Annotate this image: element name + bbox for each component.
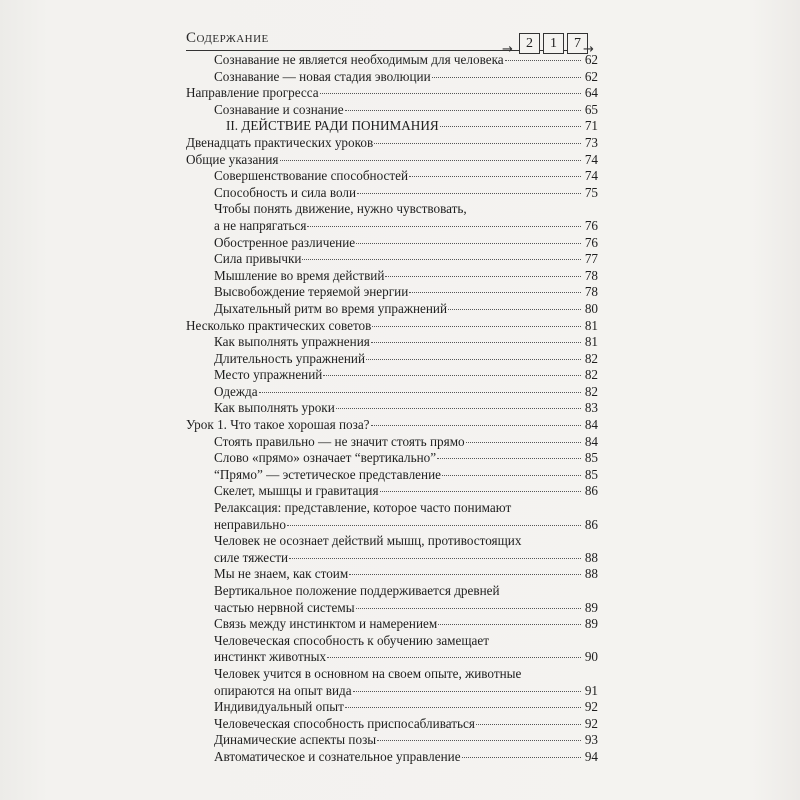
toc-entry-page: 71 xyxy=(584,118,598,134)
dot-leader xyxy=(345,110,581,111)
toc-entry-page: 86 xyxy=(584,516,598,532)
toc-entry-title: Сила привычки xyxy=(214,251,302,267)
toc-entry-page: 83 xyxy=(584,400,598,416)
toc-entry-page: 64 xyxy=(584,85,598,101)
toc-entry xyxy=(186,367,598,384)
dot-leader xyxy=(438,624,581,625)
toc-entry-page: 65 xyxy=(584,101,598,117)
dot-leader xyxy=(377,740,581,741)
toc-entry xyxy=(186,135,598,152)
arrow-right-icon: → xyxy=(583,42,594,57)
toc-entry-title: Индивидуальный опыт xyxy=(214,699,344,715)
toc-entry-title: Место упражнений xyxy=(214,367,323,383)
dot-leader xyxy=(448,309,581,310)
toc-entry-page: 91 xyxy=(584,682,598,698)
toc-entry-title: Обостренное различение xyxy=(214,234,356,250)
toc-entry xyxy=(186,749,598,766)
toc-entry-title: а не напрягаться xyxy=(214,217,307,233)
toc-entry-title: II. ДЕЙСТВИЕ РАДИ ПОНИМАНИЯ xyxy=(226,118,439,134)
toc-entry-page: 86 xyxy=(584,483,598,499)
toc-entry-title: Сознавание и сознание xyxy=(214,101,344,117)
dot-leader xyxy=(409,292,581,293)
dot-leader xyxy=(320,93,581,94)
dot-leader xyxy=(380,491,581,492)
toc-entry-page: 73 xyxy=(584,134,598,150)
dot-leader xyxy=(366,359,581,360)
toc-entry-title: Слово «прямо» означает “вертикально” xyxy=(214,450,437,466)
toc-entry-page: 89 xyxy=(584,616,598,632)
dot-leader xyxy=(432,77,581,78)
dot-leader xyxy=(466,442,581,443)
dot-leader xyxy=(323,375,581,376)
dot-leader xyxy=(409,176,581,177)
running-title: Содержание xyxy=(186,30,269,46)
toc-entry xyxy=(186,384,598,401)
toc-entry-page: 85 xyxy=(584,450,598,466)
toc-entry xyxy=(186,400,598,417)
toc-entry xyxy=(186,69,598,86)
toc-entry-page: 76 xyxy=(584,234,598,250)
toc-entry xyxy=(186,633,598,666)
toc-entry-title: Высвобождение теряемой энергии xyxy=(214,284,409,300)
table-of-contents xyxy=(186,52,598,766)
toc-entry-title: Как выполнять уроки xyxy=(214,400,335,416)
toc-entry xyxy=(186,301,598,318)
toc-entry xyxy=(186,52,598,69)
toc-entry-page: 76 xyxy=(584,217,598,233)
toc-entry-title: Мышление во время действий xyxy=(214,267,385,283)
toc-entry-title: Двенадцать практических уроков xyxy=(186,134,374,150)
toc-entry-title: Сознавание не является необходимым для человека xyxy=(214,52,504,67)
toc-entry-page: 88 xyxy=(584,566,598,582)
toc-entry-title: Общие указания xyxy=(186,151,279,167)
dot-leader xyxy=(289,558,581,559)
toc-entry xyxy=(186,566,598,583)
dot-leader xyxy=(371,425,581,426)
toc-entry xyxy=(186,699,598,716)
toc-entry-page: 75 xyxy=(584,184,598,200)
toc-entry-title: Человек учится в основном на своем опыте, животные xyxy=(214,665,522,681)
toc-entry xyxy=(186,500,598,533)
toc-entry xyxy=(186,616,598,633)
toc-entry xyxy=(186,284,598,301)
dot-leader xyxy=(307,226,581,227)
toc-entry xyxy=(186,417,598,434)
toc-entry-page: 78 xyxy=(584,284,598,300)
page-number-digit: 2 xyxy=(519,33,540,54)
toc-entry-page: 74 xyxy=(584,151,598,167)
toc-entry-page: 82 xyxy=(584,383,598,399)
toc-entry-title: Человек не осознает действий мышц, противостоящих xyxy=(214,533,522,549)
toc-entry xyxy=(186,533,598,566)
toc-entry-page: 84 xyxy=(584,433,598,449)
toc-entry xyxy=(186,235,598,252)
toc-entry xyxy=(186,168,598,185)
dot-leader xyxy=(345,707,581,708)
toc-entry-title: опираются на опыт вида xyxy=(214,682,352,698)
toc-entry-page: 81 xyxy=(584,317,598,333)
dot-leader xyxy=(287,525,581,526)
dot-leader xyxy=(302,259,581,260)
toc-entry xyxy=(186,185,598,202)
dot-leader xyxy=(259,392,581,393)
dot-leader xyxy=(505,60,581,61)
toc-entry xyxy=(186,732,598,749)
dot-leader xyxy=(280,160,582,161)
toc-entry-page: 82 xyxy=(584,350,598,366)
toc-entry-title: Длительность упражнений xyxy=(214,350,366,366)
toc-entry-page: 92 xyxy=(584,715,598,731)
toc-entry xyxy=(186,467,598,484)
toc-entry-page: 77 xyxy=(584,251,598,267)
toc-entry-page: 81 xyxy=(584,334,598,350)
dot-leader xyxy=(353,691,581,692)
toc-entry-page: 88 xyxy=(584,549,598,565)
toc-entry-page: 82 xyxy=(584,367,598,383)
toc-entry-title: Дыхательный ритм во время упражнений xyxy=(214,300,448,316)
toc-entry-title: Мы не знаем, как стоим xyxy=(214,566,349,582)
dot-leader xyxy=(356,608,581,609)
toc-entry-title: Как выполнять упражнения xyxy=(214,334,370,350)
toc-entry-page: 94 xyxy=(584,748,598,764)
dot-leader xyxy=(349,574,581,575)
toc-entry xyxy=(186,85,598,102)
toc-entry-page: 80 xyxy=(584,300,598,316)
page-number-digit: 1 xyxy=(543,33,564,54)
toc-entry-title: Совершенствование способностей xyxy=(214,168,409,184)
toc-entry-title: Несколько практических советов xyxy=(186,317,372,333)
toc-entry xyxy=(186,152,598,169)
toc-entry xyxy=(186,483,598,500)
toc-entry-title: инстинкт животных xyxy=(214,649,327,665)
toc-entry xyxy=(186,583,598,616)
dot-leader xyxy=(437,458,581,459)
toc-entry-title: Скелет, мышцы и гравитация xyxy=(214,483,379,499)
dot-leader xyxy=(442,475,581,476)
toc-entry-title: Стоять правильно — не значит стоять прямо xyxy=(214,433,465,449)
toc-entry-title: Сознавание — новая стадия эволюции xyxy=(214,68,431,84)
toc-entry xyxy=(186,334,598,351)
dot-leader xyxy=(385,276,581,277)
toc-entry-page: 74 xyxy=(584,168,598,184)
toc-entry-page: 89 xyxy=(584,599,598,615)
toc-entry xyxy=(186,251,598,268)
toc-entry xyxy=(186,318,598,335)
dot-leader xyxy=(476,724,581,725)
dot-leader xyxy=(336,408,581,409)
toc-entry xyxy=(186,201,598,234)
toc-entry-title: Релаксация: представление, которое часто понимают xyxy=(214,500,512,516)
toc-entry-title: Человеческая способность к обучению замещает xyxy=(214,632,489,648)
toc-entry-title: частью нервной системы xyxy=(214,599,355,615)
page-number-digit: 7 xyxy=(567,33,588,54)
arrow-left-icon: → xyxy=(502,42,513,57)
dot-leader xyxy=(374,143,581,144)
dot-leader xyxy=(372,326,581,327)
dot-leader xyxy=(356,243,581,244)
dot-leader xyxy=(327,657,581,658)
toc-entry-page: 90 xyxy=(584,649,598,665)
toc-entry-page: 84 xyxy=(584,417,598,433)
dot-leader xyxy=(371,342,581,343)
dot-leader xyxy=(462,757,581,758)
toc-entry-title: Вертикальное положение поддерживается древней xyxy=(214,583,500,598)
toc-entry-title: Направление прогресса xyxy=(186,85,319,101)
toc-entry xyxy=(186,351,598,368)
toc-entry-title: Человеческая способность приспосабливаться xyxy=(214,715,475,731)
toc-entry-page: 93 xyxy=(584,732,598,748)
toc-entry xyxy=(186,450,598,467)
toc-entry-title: Чтобы понять движение, нужно чувствовать, xyxy=(214,201,467,217)
toc-entry-page: 85 xyxy=(584,466,598,482)
toc-entry-title: Автоматическое и сознательное управление xyxy=(214,748,461,764)
toc-entry-title: Урок 1. Что такое хорошая поза? xyxy=(186,417,370,433)
toc-entry-title: Связь между инстинктом и намерением xyxy=(214,616,438,632)
toc-entry-title: неправильно xyxy=(214,516,286,532)
toc-entry-title: “Прямо” — эстетическое представление xyxy=(214,466,441,482)
toc-entry-title: Динамические аспекты позы xyxy=(214,732,377,748)
toc-entry xyxy=(186,268,598,285)
page-number xyxy=(519,33,591,54)
dot-leader xyxy=(357,193,581,194)
toc-entry-page: 92 xyxy=(584,699,598,715)
dot-leader xyxy=(440,126,581,127)
toc-entry-title: Одежда xyxy=(214,383,258,399)
toc-entry xyxy=(186,666,598,699)
toc-entry-page: 78 xyxy=(584,267,598,283)
toc-entry-page: 62 xyxy=(584,68,598,84)
toc-entry-title: Способность и сила воли xyxy=(214,184,357,200)
toc-entry-page: 62 xyxy=(584,52,598,67)
toc-entry xyxy=(186,434,598,451)
toc-section-heading xyxy=(186,118,598,135)
toc-entry-title: силе тяжести xyxy=(214,549,289,565)
toc-entry xyxy=(186,716,598,733)
toc-entry xyxy=(186,102,598,119)
